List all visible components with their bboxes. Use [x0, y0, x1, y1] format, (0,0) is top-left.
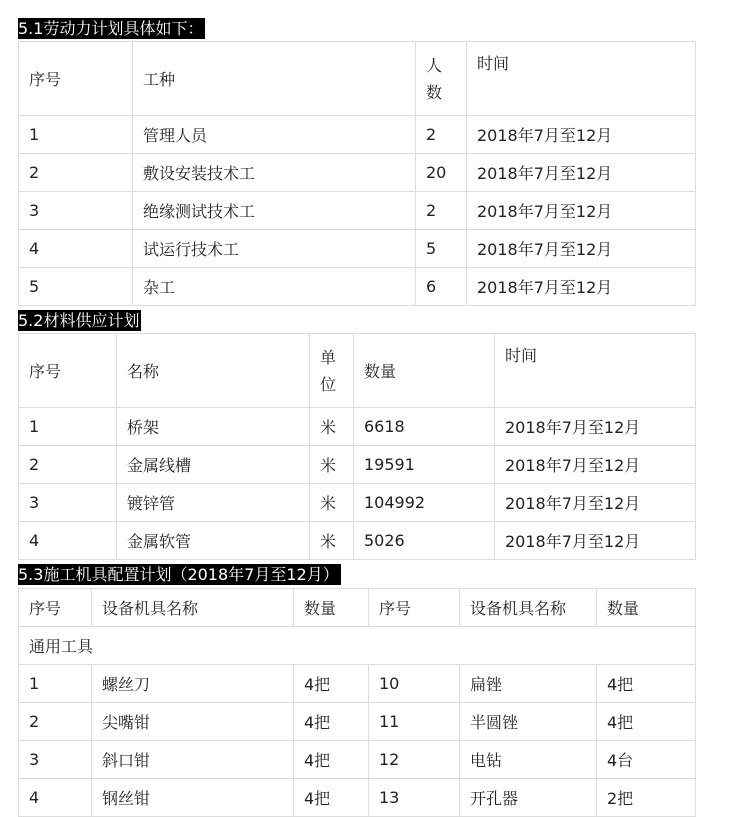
section-2-heading: 5.2材料供应计划	[18, 311, 140, 330]
header-count-line2: 数	[426, 82, 443, 102]
cell-name: 金属线槽	[117, 446, 310, 484]
cell-unit: 米	[310, 446, 354, 484]
cell-no-b: 10	[369, 665, 460, 703]
cell-no-b: 12	[369, 741, 460, 779]
cell-qty-a: 4把	[294, 703, 369, 741]
cell-name-a: 钢丝钳	[92, 779, 294, 817]
header-cell-type: 工种	[133, 42, 416, 116]
table-row	[19, 484, 696, 522]
cell-no: 2	[19, 446, 117, 484]
header-cell-count	[416, 42, 467, 116]
cell-time: 2018年7月至12月	[467, 268, 696, 306]
cell-type: 管理人员	[133, 116, 416, 154]
cell-no: 4	[19, 522, 117, 560]
cell-qty-a: 4把	[294, 779, 369, 817]
cell-unit: 米	[310, 484, 354, 522]
table-row	[19, 522, 696, 560]
table-row	[19, 230, 696, 268]
cell-name-a: 斜口钳	[92, 741, 294, 779]
section-3-heading: 5.3施工机具配置计划（2018年7月至12月）	[18, 565, 339, 584]
group-label: 通用工具	[19, 627, 696, 665]
cell-time: 2018年7月至12月	[467, 154, 696, 192]
cell-type: 敷设安装技术工	[133, 154, 416, 192]
cell-no: 5	[19, 268, 133, 306]
cell-qty: 5026	[354, 522, 495, 560]
cell-time: 2018年7月至12月	[467, 230, 696, 268]
table-row	[19, 268, 696, 306]
header-unit-line1: 单	[320, 347, 337, 367]
group-row	[19, 627, 696, 665]
header-cell-name-b: 设备机具名称	[460, 589, 597, 627]
cell-no-a: 2	[19, 703, 92, 741]
cell-qty-b: 4台	[597, 741, 696, 779]
cell-no: 1	[19, 408, 117, 446]
cell-time: 2018年7月至12月	[467, 116, 696, 154]
cell-no: 1	[19, 116, 133, 154]
header-cell-no: 序号	[19, 334, 117, 408]
cell-no: 3	[19, 192, 133, 230]
cell-no: 4	[19, 230, 133, 268]
section-1-heading: 5.1劳动力计划具体如下：	[18, 19, 204, 38]
cell-count: 6	[416, 268, 467, 306]
cell-name-a: 尖嘴钳	[92, 703, 294, 741]
cell-qty-b: 4把	[597, 703, 696, 741]
cell-type: 绝缘测试技术工	[133, 192, 416, 230]
header-cell-no: 序号	[19, 42, 133, 116]
material-supply-table	[18, 333, 696, 560]
cell-count: 5	[416, 230, 467, 268]
cell-qty-b: 2把	[597, 779, 696, 817]
header-cell-time: 时间	[495, 334, 696, 408]
cell-name-b: 扁锉	[460, 665, 597, 703]
labor-plan-table	[18, 41, 696, 306]
table-header-row	[19, 42, 696, 116]
header-unit-line2: 位	[320, 374, 337, 394]
cell-unit: 米	[310, 408, 354, 446]
header-cell-qty-b: 数量	[597, 589, 696, 627]
header-count-line1: 人	[426, 55, 443, 75]
cell-name-a: 螺丝刀	[92, 665, 294, 703]
cell-qty-a: 4把	[294, 665, 369, 703]
cell-time: 2018年7月至12月	[495, 522, 696, 560]
cell-count: 2	[416, 192, 467, 230]
table-row	[19, 116, 696, 154]
cell-no: 2	[19, 154, 133, 192]
header-cell-time: 时间	[467, 42, 696, 116]
table-row	[19, 446, 696, 484]
header-cell-qty: 数量	[354, 334, 495, 408]
cell-count: 20	[416, 154, 467, 192]
cell-qty: 104992	[354, 484, 495, 522]
cell-qty-b: 4把	[597, 665, 696, 703]
cell-count: 2	[416, 116, 467, 154]
header-cell-name: 名称	[117, 334, 310, 408]
equipment-plan-table	[18, 588, 696, 817]
cell-no-a: 3	[19, 741, 92, 779]
table-row	[19, 665, 696, 703]
cell-no-b: 11	[369, 703, 460, 741]
cell-name: 桥架	[117, 408, 310, 446]
cell-type: 杂工	[133, 268, 416, 306]
cell-time: 2018年7月至12月	[495, 408, 696, 446]
cell-time: 2018年7月至12月	[467, 192, 696, 230]
cell-name-b: 半圆锉	[460, 703, 597, 741]
header-cell-unit	[310, 334, 354, 408]
cell-qty: 6618	[354, 408, 495, 446]
cell-name-b: 电钻	[460, 741, 597, 779]
cell-no-a: 1	[19, 665, 92, 703]
table-header-row	[19, 589, 696, 627]
cell-time: 2018年7月至12月	[495, 446, 696, 484]
cell-time: 2018年7月至12月	[495, 484, 696, 522]
cell-type: 试运行技术工	[133, 230, 416, 268]
cell-name-b: 开孔器	[460, 779, 597, 817]
cell-name: 镀锌管	[117, 484, 310, 522]
cell-qty-a: 4把	[294, 741, 369, 779]
header-cell-no-a: 序号	[19, 589, 92, 627]
table-row	[19, 741, 696, 779]
table-row	[19, 703, 696, 741]
header-cell-name-a: 设备机具名称	[92, 589, 294, 627]
cell-no-a: 4	[19, 779, 92, 817]
cell-no: 3	[19, 484, 117, 522]
header-cell-qty-a: 数量	[294, 589, 369, 627]
cell-unit: 米	[310, 522, 354, 560]
table-row	[19, 779, 696, 817]
table-row	[19, 154, 696, 192]
table-row	[19, 408, 696, 446]
cell-name: 金属软管	[117, 522, 310, 560]
table-row	[19, 192, 696, 230]
cell-no-b: 13	[369, 779, 460, 817]
cell-qty: 19591	[354, 446, 495, 484]
header-cell-no-b: 序号	[369, 589, 460, 627]
table-header-row	[19, 334, 696, 408]
